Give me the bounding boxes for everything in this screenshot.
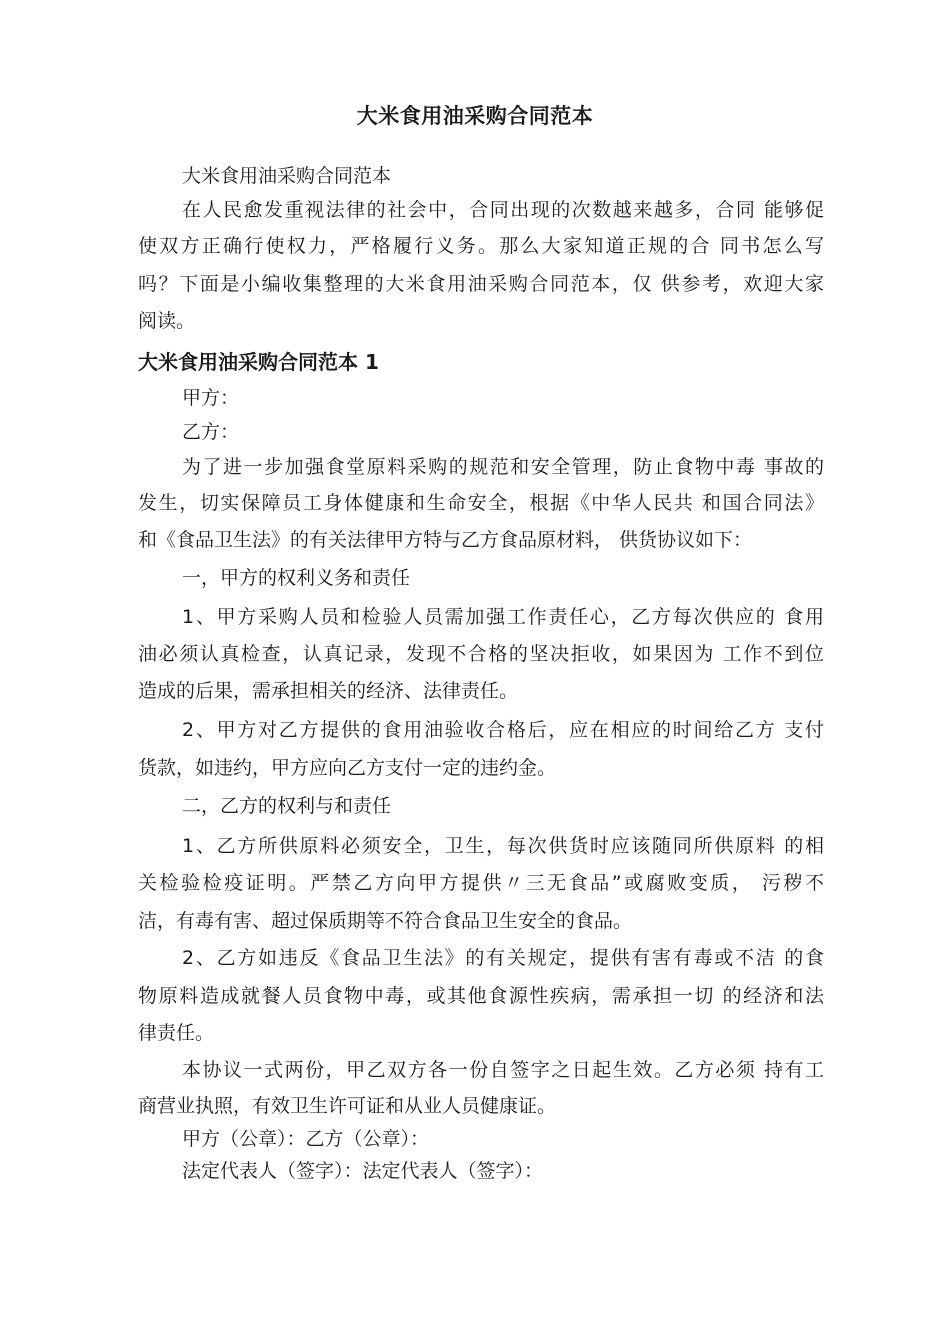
part2-item1-line-3: 洁，有毒有害、超过保质期等不符合食品卫生安全的食品。 (138, 910, 633, 932)
intro-line-3: 吗？下面是小编收集整理的大米食用油采购合同范本，仅 供参考，欢迎大家 (138, 273, 824, 295)
part1-item1-line-1: 1、甲方采购人员和检验人员需加强工作责任心，乙方每次供应的 食用 (182, 606, 824, 628)
preamble-line-2: 发生，切实保障员工身体健康和生命安全，根据《中华人民共 和国合同法》 (138, 492, 824, 514)
part1-item1-line-3: 造成的后果，需承担相关的经济、法律责任。 (138, 680, 519, 702)
part2-title: 二，乙方的权利与和责任 (182, 795, 392, 817)
preamble-line-3: 和《食品卫生法》的有关法律甲方特与乙方食品原材料， 供货协议如下： (138, 529, 753, 551)
party-a-label: 甲方： (182, 387, 240, 409)
closing-line-2: 商营业执照，有效卫生许可证和从业人员健康证。 (138, 1095, 557, 1117)
representative-signature-line: 法定代表人（签字）：法定代表人（签字）： (182, 1160, 544, 1182)
part2-item1-line-2: 关检验检疫证明。严禁乙方向甲方提供〃三无食品”或腐败变质， 污秽不 (138, 872, 824, 894)
section-heading: 大米食用油采购合同范本 1 (138, 350, 379, 374)
part1-item2-line-1: 2、甲方对乙方提供的食用油验收合格后，应在相应的时间给乙方 支付 (182, 719, 824, 741)
seal-line: 甲方（公章）：乙方（公章）： (182, 1128, 430, 1150)
part2-item2-line-3: 律责任。 (138, 1022, 215, 1044)
closing-line-1: 本协议一式两份，甲乙双方各一份自签字之日起生效。乙方必须 持有工 (182, 1059, 824, 1081)
part2-item2-line-2: 物原料造成就餐人员食物中毒，或其他食源性疾病，需承担一切 的经济和法 (138, 985, 824, 1007)
part1-item2-line-2: 货款，如违约，甲方应向乙方支付一定的违约金。 (138, 757, 557, 779)
part2-item1-line-1: 1、乙方所供原料必须安全，卫生，每次供货时应该随同所供原料 的相 (182, 835, 824, 857)
part1-title: 一，甲方的权利义务和责任 (182, 567, 411, 589)
intro-subtitle: 大米食用油采购合同范本 (182, 165, 392, 187)
party-b-label: 乙方： (182, 421, 240, 443)
document-title: 大米食用油采购合同范本 (356, 104, 594, 128)
intro-line-2: 使双方正确行使权力，严格履行义务。那么大家知道正规的合 同书怎么写 (138, 235, 824, 257)
intro-line-1: 在人民愈发重视法律的社会中，合同出现的次数越来越多，合同 能够促 (182, 199, 824, 221)
intro-line-4: 阅读。 (138, 310, 196, 332)
part2-item2-line-1: 2、乙方如违反《食品卫生法》的有关规定，提供有害有毒或不洁 的食 (182, 947, 824, 969)
preamble-line-1: 为了进一步加强食堂原料采购的规范和安全管理，防止食物中毒 事故的 (182, 456, 824, 478)
part1-item1-line-2: 油必须认真检查，认真记录，发现不合格的坚决拒收，如果因为 工作不到位 (138, 643, 824, 665)
